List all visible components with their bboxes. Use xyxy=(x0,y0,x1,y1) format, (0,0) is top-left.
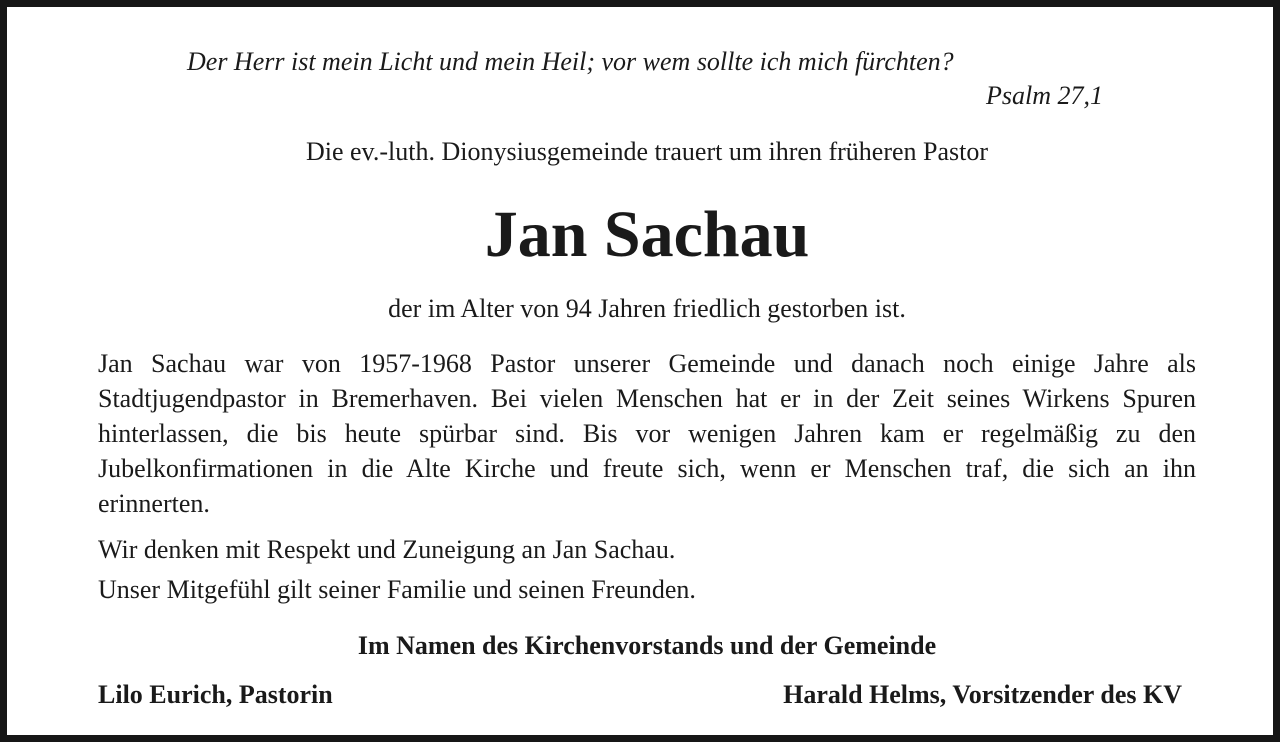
age-statement: der im Alter von 94 Jahren friedlich gestorben ist. xyxy=(388,294,906,323)
signatory-pastor: Lilo Eurich, Pastorin xyxy=(98,680,333,709)
on-behalf-line: Im Namen des Kirchenvorstands und der Gemeinde xyxy=(357,631,937,660)
respect-line: Wir denken mit Respekt und Zuneigung an Jan Sachau. xyxy=(98,535,676,564)
biography-paragraph: Jan Sachau war von 1957-1968 Pastor unserer Gemeinde und danach noch einige Jahre als Stadtjugendpastor in Bremerhaven. Bei vielen Menschen hat er in der Zeit seines Wirkens Spuren hinterlassen, die bis heute spürbar sind. Bis vor wenigen Jahren kam er regelmäßig zu den Jubelkonfirmationen in die Alte Kirche und freute sich, wenn er Menschen traf, die sich an ihn erinnerten. xyxy=(98,349,1196,518)
deceased-name: Jan Sachau xyxy=(484,198,810,271)
signatory-chair: Harald Helms, Vorsitzender des KV xyxy=(783,680,1182,709)
sympathy-line: Unser Mitgefühl gilt seiner Familie und seinen Freunden. xyxy=(98,575,696,604)
mourning-intro: Die ev.-luth. Dionysiusgemeinde trauert um ihren früheren Pastor xyxy=(305,137,989,166)
verse-reference: Psalm 27,1 xyxy=(986,81,1103,110)
bible-verse: Der Herr ist mein Licht und mein Heil; vor wem sollte ich mich fürchten? xyxy=(187,47,954,76)
